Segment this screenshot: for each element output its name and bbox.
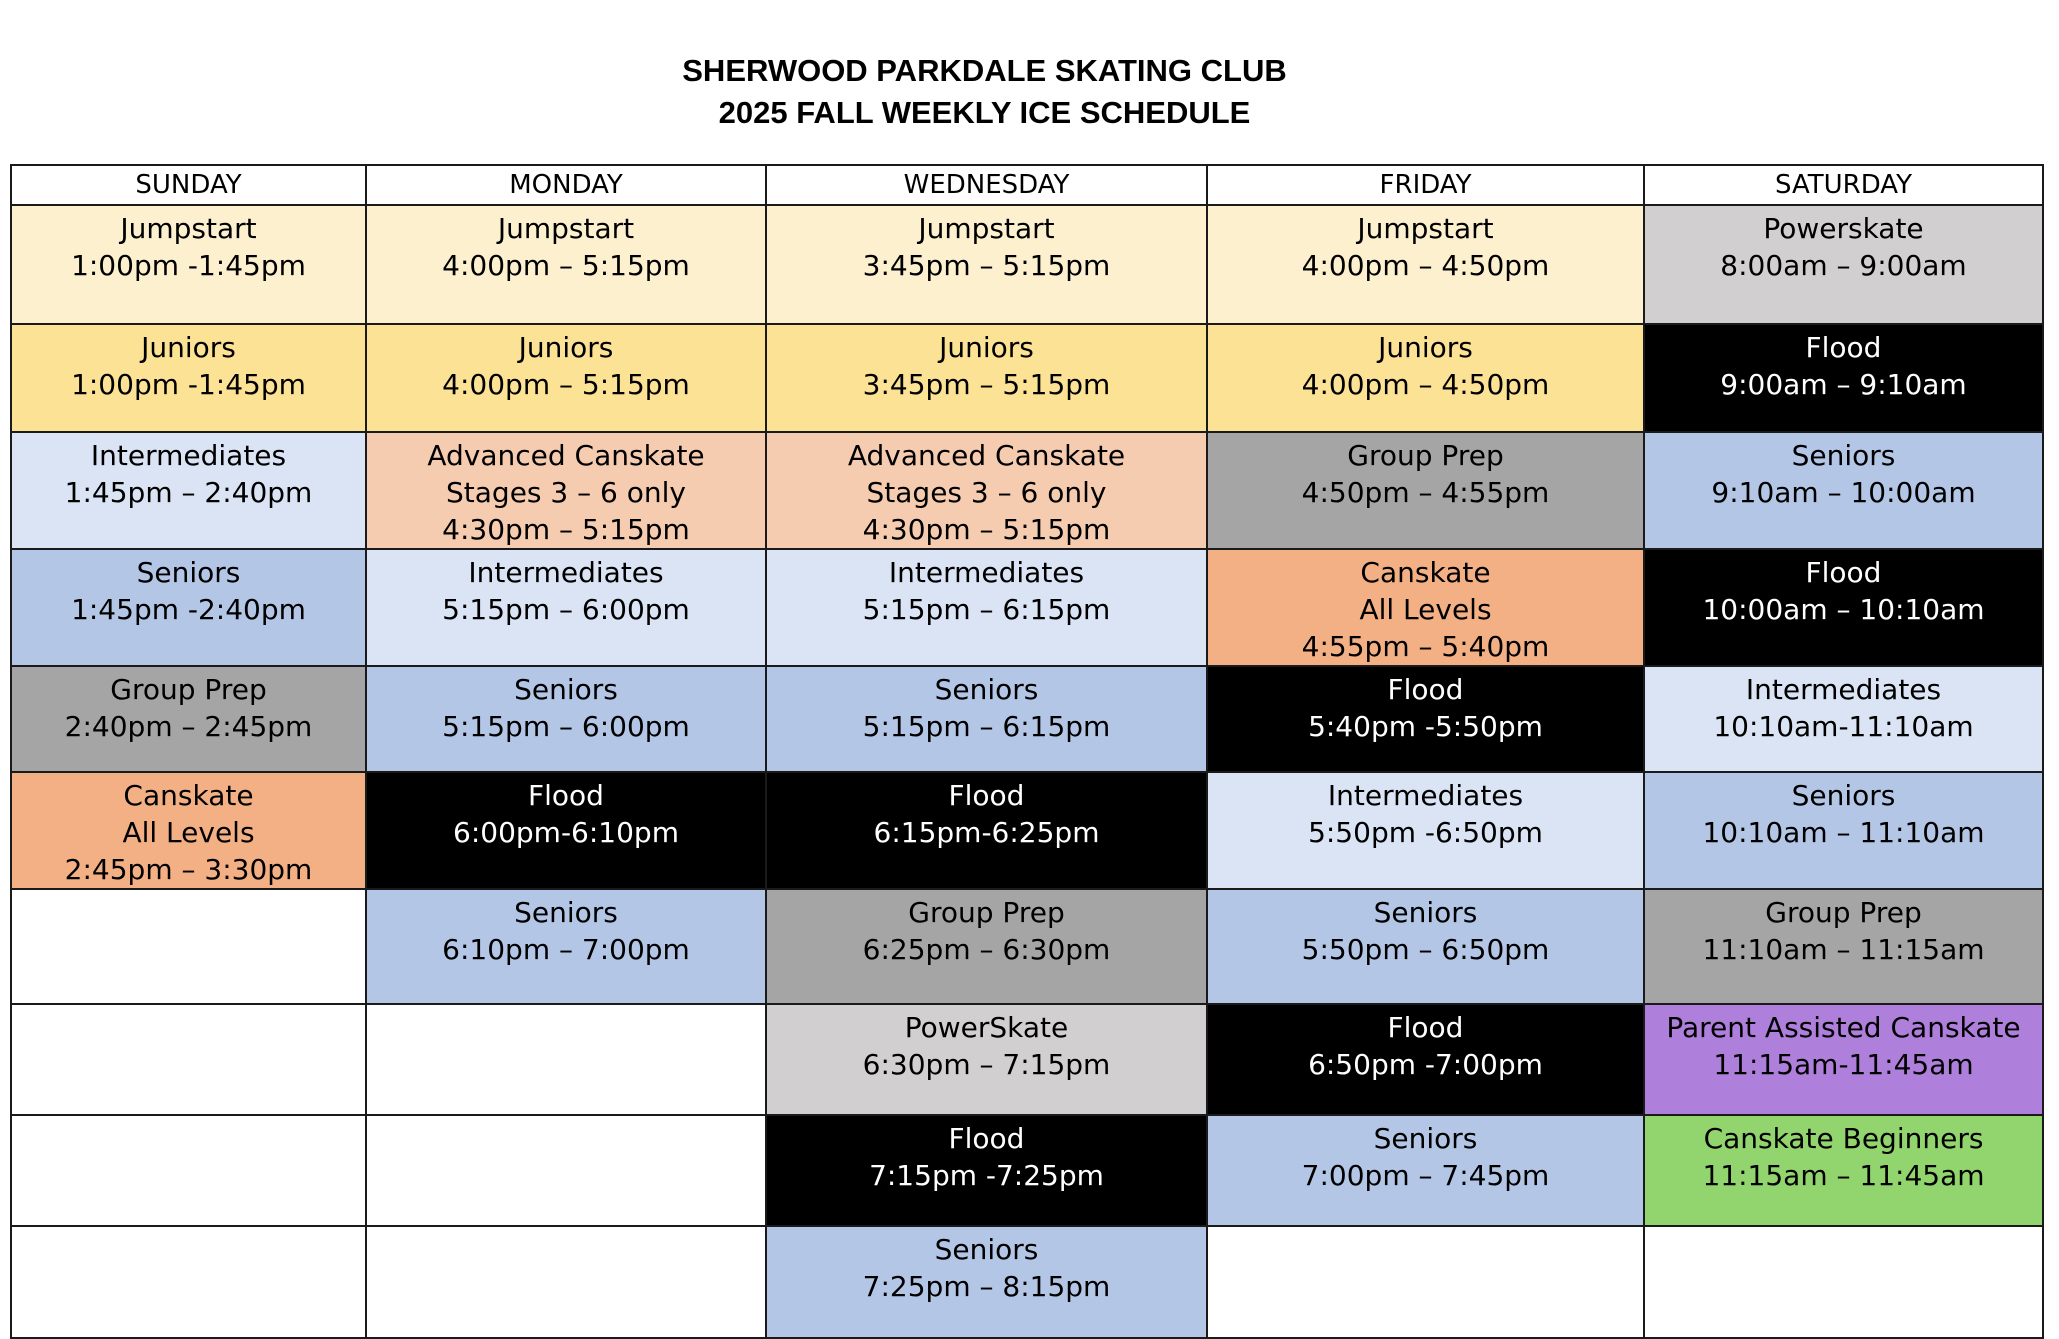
session-detail: 3:45pm – 5:15pm [862, 368, 1111, 401]
schedule-body [11, 205, 2043, 1338]
session-name: Juniors [141, 331, 236, 364]
session-detail: All Levels [122, 816, 255, 849]
session-name: Group Prep [110, 673, 267, 706]
session-name: Seniors [934, 1233, 1039, 1266]
session-detail: 5:15pm – 6:15pm [862, 710, 1111, 743]
session-name: Canskate [1360, 556, 1491, 589]
schedule-row [11, 1115, 2043, 1226]
session-detail: 5:15pm – 6:00pm [442, 710, 690, 743]
day-header-monday: MONDAY [366, 165, 766, 205]
schedule-row [11, 889, 2043, 1004]
session-parent [1644, 1004, 2043, 1115]
session-detail: 1:00pm -1:45pm [71, 249, 306, 282]
session-name: Juniors [939, 331, 1034, 364]
session-detail: 10:10am-11:10am [1713, 710, 1974, 743]
session-name: Juniors [1378, 331, 1473, 364]
session-jumpstart [1207, 205, 1644, 324]
session-seniors [766, 1226, 1207, 1338]
session-detail: 1:00pm -1:45pm [71, 368, 306, 401]
session-name: Intermediates [1745, 673, 1942, 706]
session-flood [1644, 549, 2043, 666]
session-detail: 9:00am – 9:10am [1720, 368, 1967, 401]
session-detail: 4:00pm – 4:50pm [1301, 249, 1550, 282]
session-intermediates [1207, 772, 1644, 889]
schedule-row [11, 1004, 2043, 1115]
session-juniors [1207, 324, 1644, 432]
title-line-schedule: 2025 FALL WEEKLY ICE SCHEDULE [718, 95, 1251, 130]
session-name: Seniors [1791, 779, 1896, 812]
session-detail: 5:15pm – 6:15pm [862, 593, 1111, 626]
session-detail: 5:15pm – 6:00pm [442, 593, 690, 626]
session-name: Intermediates [90, 439, 287, 472]
session-name: Intermediates [888, 556, 1085, 589]
session-detail: 6:00pm-6:10pm [453, 816, 679, 849]
schedule-header [11, 165, 2043, 205]
session-detail: 4:00pm – 5:15pm [442, 249, 690, 282]
session-name: Flood [528, 779, 604, 812]
empty-slot [366, 1004, 766, 1115]
session-groupprep [1207, 432, 1644, 549]
session-detail: 2:40pm – 2:45pm [64, 710, 313, 743]
empty-slot [11, 1226, 366, 1338]
session-detail: 7:25pm – 8:15pm [862, 1270, 1111, 1303]
empty-slot [366, 1115, 766, 1226]
day-header-friday: FRIDAY [1207, 165, 1644, 205]
session-detail: 4:55pm – 5:40pm [1301, 630, 1550, 663]
session-jumpstart [366, 205, 766, 324]
session-detail: 2:45pm – 3:30pm [64, 853, 313, 886]
session-name: Seniors [136, 556, 241, 589]
session-name: Parent Assisted Canskate [1666, 1011, 2021, 1044]
session-seniors [1207, 1115, 1644, 1226]
session-name: Jumpstart [1357, 212, 1494, 245]
session-seniors [366, 666, 766, 772]
session-canskate [1207, 549, 1644, 666]
session-detail: 6:25pm – 6:30pm [862, 933, 1111, 966]
session-juniors [766, 324, 1207, 432]
schedule-row [11, 324, 2043, 432]
session-flood [1207, 1004, 1644, 1115]
session-detail: 7:00pm – 7:45pm [1301, 1159, 1550, 1192]
session-detail: 7:15pm -7:25pm [869, 1159, 1104, 1192]
session-name: Canskate Beginners [1703, 1122, 1984, 1155]
session-detail: 4:50pm – 4:55pm [1301, 476, 1550, 509]
session-name: Group Prep [1347, 439, 1504, 472]
session-detail: 4:30pm – 5:15pm [862, 513, 1111, 546]
session-powerskate [1644, 205, 2043, 324]
session-name: Jumpstart [497, 212, 635, 245]
session-detail: 5:40pm -5:50pm [1308, 710, 1543, 743]
session-name: Seniors [934, 673, 1039, 706]
session-detail: 1:45pm – 2:40pm [64, 476, 313, 509]
session-advanced [766, 432, 1207, 549]
session-name: Jumpstart [120, 212, 257, 245]
session-detail: 5:50pm -6:50pm [1308, 816, 1543, 849]
session-groupprep [766, 889, 1207, 1004]
schedule-table [10, 164, 2044, 1339]
session-flood [1644, 324, 2043, 432]
session-intermediates [11, 432, 366, 549]
session-name: Seniors [1373, 1122, 1478, 1155]
session-detail: 11:15am-11:45am [1713, 1048, 1974, 1081]
empty-slot [366, 1226, 766, 1338]
session-detail: 3:45pm – 5:15pm [862, 249, 1111, 282]
session-powerskate [766, 1004, 1207, 1115]
session-name: PowerSkate [904, 1011, 1069, 1044]
session-detail: All Levels [1359, 593, 1492, 626]
session-name: Advanced Canskate [427, 439, 705, 472]
session-groupprep [11, 666, 366, 772]
session-canskate [11, 772, 366, 889]
day-header-saturday: SATURDAY [1644, 165, 2043, 205]
session-detail: 8:00am – 9:00am [1720, 249, 1967, 282]
session-intermediates [1644, 666, 2043, 772]
schedule-title [0, 50, 1969, 134]
session-flood [766, 1115, 1207, 1226]
session-seniors [11, 549, 366, 666]
session-seniors [1644, 432, 2043, 549]
session-detail: 1:45pm -2:40pm [71, 593, 306, 626]
schedule-row [11, 205, 2043, 324]
session-detail: 10:00am – 10:10am [1702, 593, 1985, 626]
session-detail: 6:50pm -7:00pm [1308, 1048, 1543, 1081]
session-groupprep [1644, 889, 2043, 1004]
session-name: Intermediates [1327, 779, 1524, 812]
session-name: Powerskate [1763, 212, 1924, 245]
session-seniors [1644, 772, 2043, 889]
session-name: Group Prep [908, 896, 1065, 929]
session-name: Advanced Canskate [847, 439, 1126, 472]
session-name: Flood [1387, 1011, 1464, 1044]
session-detail: Stages 3 – 6 only [866, 476, 1107, 509]
session-name: Flood [948, 779, 1025, 812]
session-detail: 4:00pm – 5:15pm [442, 368, 690, 401]
session-seniors [766, 666, 1207, 772]
schedule-row [11, 666, 2043, 772]
session-jumpstart [766, 205, 1207, 324]
session-name: Juniors [518, 331, 614, 364]
session-detail: 5:50pm – 6:50pm [1301, 933, 1550, 966]
session-name: Seniors [514, 896, 618, 929]
session-detail: 9:10am – 10:00am [1711, 476, 1976, 509]
session-name: Intermediates [468, 556, 664, 589]
session-beginners [1644, 1115, 2043, 1226]
session-seniors [366, 889, 766, 1004]
session-name: Seniors [514, 673, 618, 706]
session-intermediates [766, 549, 1207, 666]
session-name: Jumpstart [918, 212, 1055, 245]
empty-slot [11, 1004, 366, 1115]
empty-slot [1644, 1226, 2043, 1338]
session-juniors [11, 324, 366, 432]
session-detail: 6:10pm – 7:00pm [442, 933, 690, 966]
session-name: Flood [1805, 556, 1882, 589]
empty-slot [1207, 1226, 1644, 1338]
session-flood [1207, 666, 1644, 772]
session-seniors [1207, 889, 1644, 1004]
session-jumpstart [11, 205, 366, 324]
day-header-wednesday: WEDNESDAY [766, 165, 1207, 205]
session-detail: 6:30pm – 7:15pm [862, 1048, 1111, 1081]
day-header-row [11, 165, 2043, 205]
schedule-row [11, 772, 2043, 889]
session-detail: 11:15am – 11:45am [1702, 1159, 1985, 1192]
day-header-sunday: SUNDAY [11, 165, 366, 205]
session-detail: 10:10am – 11:10am [1702, 816, 1985, 849]
session-name: Canskate [123, 779, 254, 812]
session-detail: Stages 3 – 6 only [446, 476, 686, 509]
session-detail: 4:30pm – 5:15pm [442, 513, 690, 546]
title-line-club: SHERWOOD PARKDALE SKATING CLUB [682, 53, 1287, 88]
schedule-row [11, 549, 2043, 666]
schedule-row [11, 432, 2043, 549]
session-juniors [366, 324, 766, 432]
empty-slot [11, 1115, 366, 1226]
session-detail: 4:00pm – 4:50pm [1301, 368, 1550, 401]
session-name: Group Prep [1765, 896, 1922, 929]
session-flood [766, 772, 1207, 889]
session-name: Seniors [1791, 439, 1896, 472]
session-detail: 6:15pm-6:25pm [873, 816, 1100, 849]
session-intermediates [366, 549, 766, 666]
session-advanced [366, 432, 766, 549]
schedule-row [11, 1226, 2043, 1338]
session-name: Flood [948, 1122, 1025, 1155]
session-name: Seniors [1373, 896, 1478, 929]
session-detail: 11:10am – 11:15am [1702, 933, 1985, 966]
session-name: Flood [1805, 331, 1882, 364]
session-flood [366, 772, 766, 889]
empty-slot [11, 889, 366, 1004]
session-name: Flood [1387, 673, 1464, 706]
